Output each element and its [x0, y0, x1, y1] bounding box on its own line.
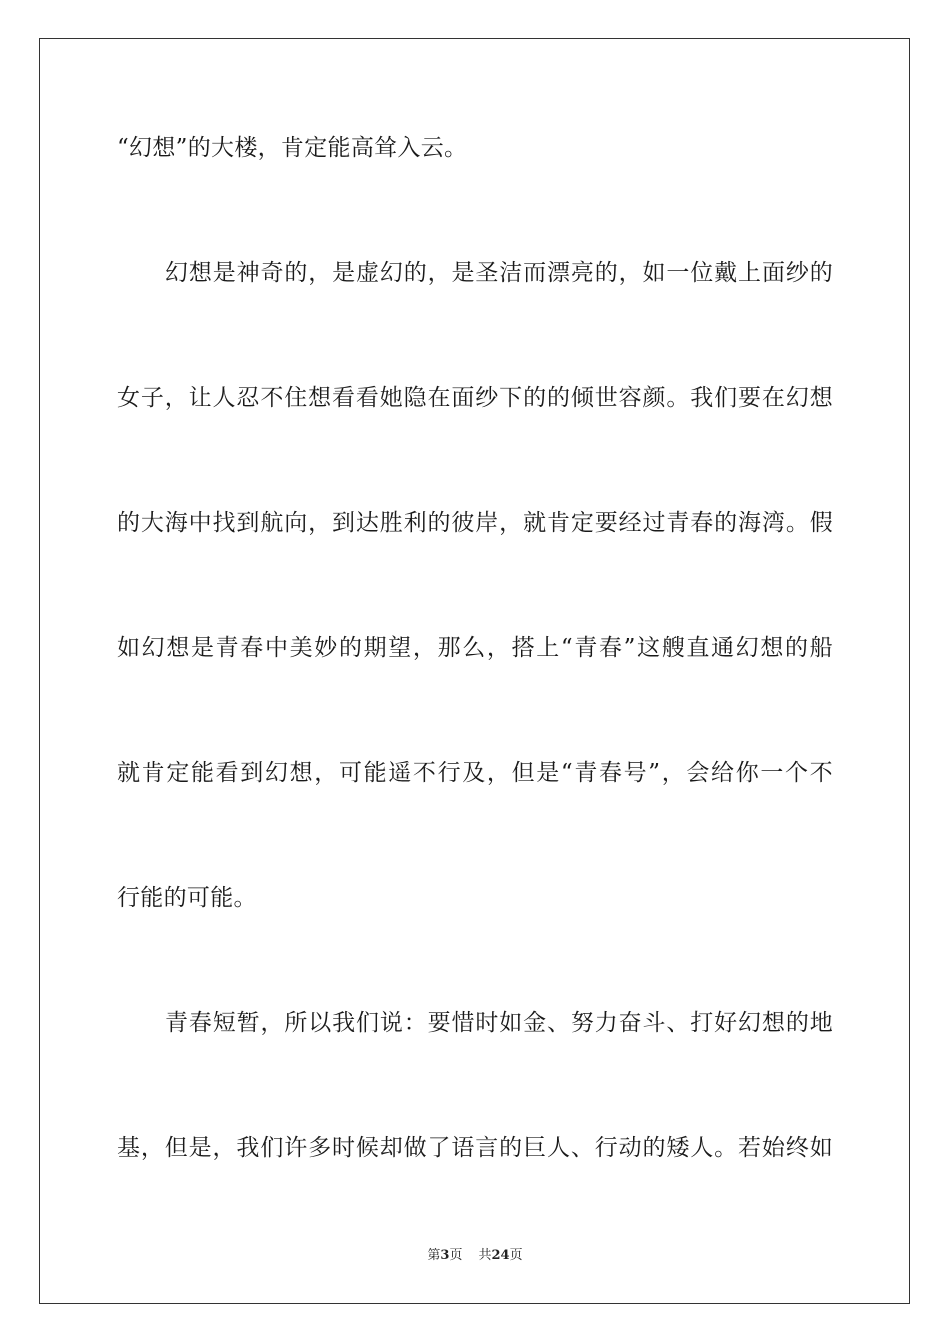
footer-total-suffix: 页	[509, 1248, 523, 1263]
page-border	[39, 38, 910, 1304]
text-line-4: 的大海中找到航向，到达胜利的彼岸，就肯定要经过青春的海湾。假	[117, 510, 833, 536]
text-line-3: 女子，让人忍不住想看看她隐在面纱下的的倾世容颜。我们要在幻想	[117, 385, 833, 411]
text-line-2: 幻想是神奇的，是虚幻的，是圣洁而漂亮的，如一位戴上面纱的	[165, 260, 833, 286]
footer-page-number: 3	[440, 1248, 450, 1263]
footer-total-prefix: 共	[478, 1248, 492, 1263]
text-line-6: 就肯定能看到幻想，可能遥不行及，但是“青春号”，会给你一个不	[117, 760, 833, 786]
footer-total-pages: 24	[491, 1248, 510, 1263]
page-footer	[0, 1247, 950, 1265]
text-line-8: 青春短暂，所以我们说：要惜时如金、努力奋斗、打好幻想的地	[165, 1010, 833, 1036]
text-line-9: 基，但是，我们许多时候却做了语言的巨人、行动的矮人。若始终如	[117, 1135, 833, 1161]
text-line-7: 行能的可能。	[117, 885, 257, 911]
footer-page-prefix: 第	[427, 1248, 441, 1263]
footer-page-suffix: 页	[449, 1248, 463, 1263]
text-line-1: “幻想”的大楼，肯定能高耸入云。	[117, 135, 468, 161]
text-line-5: 如幻想是青春中美妙的期望，那么，搭上“青春”这艘直通幻想的船	[117, 635, 833, 661]
